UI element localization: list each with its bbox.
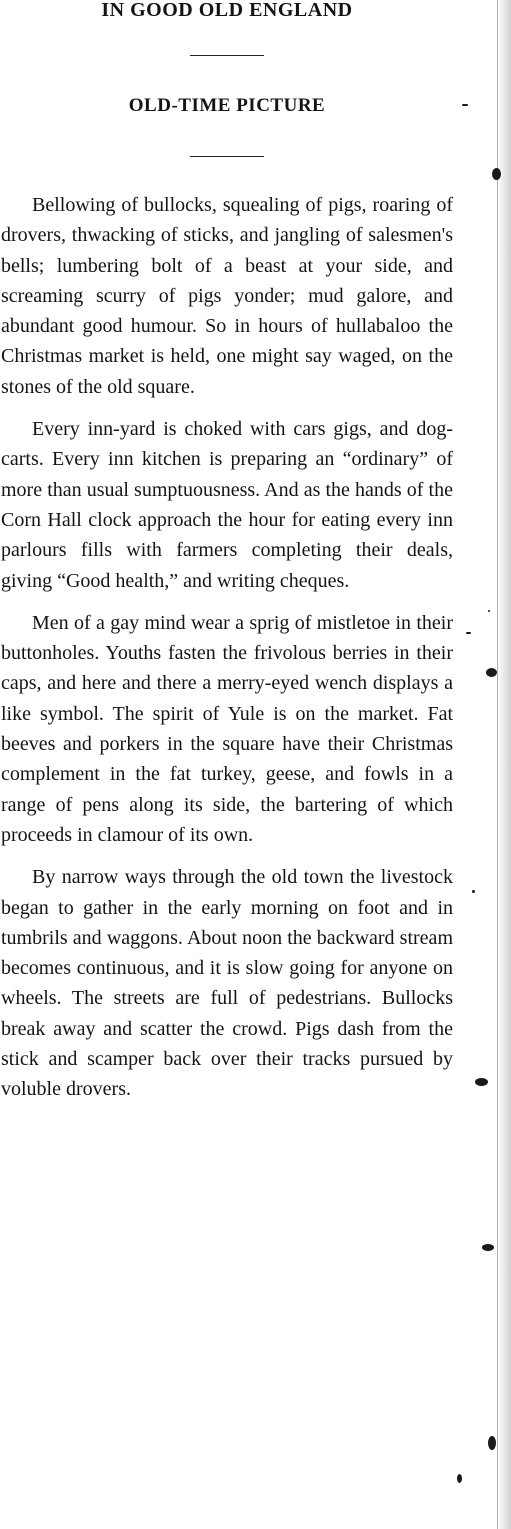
ink-speck [492,168,501,180]
ink-speck [488,1436,496,1450]
ink-speck [488,610,490,612]
article-paragraph: Bellowing of bullocks, squealing of pigs, roaring of drovers, thwacking of sticks, and jangling of salesmen's bells; lumbering bolt of a beast at your side, and screaming scurry of pigs yonder; mud galore, and abundant good humour. So in hours of hullabaloo the Christmas market is held, one might say waged, on the stones of the old square. [1,194,453,398]
article-paragraph: Every inn-yard is choked with cars gigs, and dog-carts. Every inn kitchen is preparing an “ordinary” of more than usual sumptuousness. And as the hands of the Corn Hall clock approach the hour for eating every inn parlours fills with farmers completing their deals, giving “Good health,” and writing cheques. [1,418,453,592]
article-body [1,190,453,1105]
ink-speck [462,104,468,106]
article-paragraph: By narrow ways through the old town the livestock began to gather in the early morning on foot and in tumbrils and waggons. About noon the backward stream becomes continuous, and it is slow going for anyone on wheels. The streets are full of pedestrians. Bullocks break away and scatter the crowd. Pigs dash from the stick and scamper back over their tracks pursued by voluble drovers. [1,866,453,1101]
ink-speck [466,632,471,634]
article-paragraph: Men of a gay mind wear a sprig of mistletoe in their buttonholes. Youths fasten the frivolous berries in their caps, and here and there a merry-eyed wench displays a like symbol. The spirit of Yule is on the market. Fat beeves and porkers in the square have their Christmas complement in the fat turkey, geese, and fowls in a range of pens along its side, the bartering of which proceeds in clamour of its own. [1,611,453,846]
subheadline-divider [190,156,264,157]
ink-speck [482,1244,494,1251]
article-subheadline: OLD-TIME PICTURE [128,95,326,116]
page-edge-shadow [497,0,511,1529]
ink-speck [475,1078,488,1086]
ink-speck [472,890,475,893]
article-headline: IN GOOD OLD ENGLAND [101,0,353,21]
ink-speck [457,1474,462,1483]
ink-speck [486,668,497,677]
headline-divider [190,55,264,56]
